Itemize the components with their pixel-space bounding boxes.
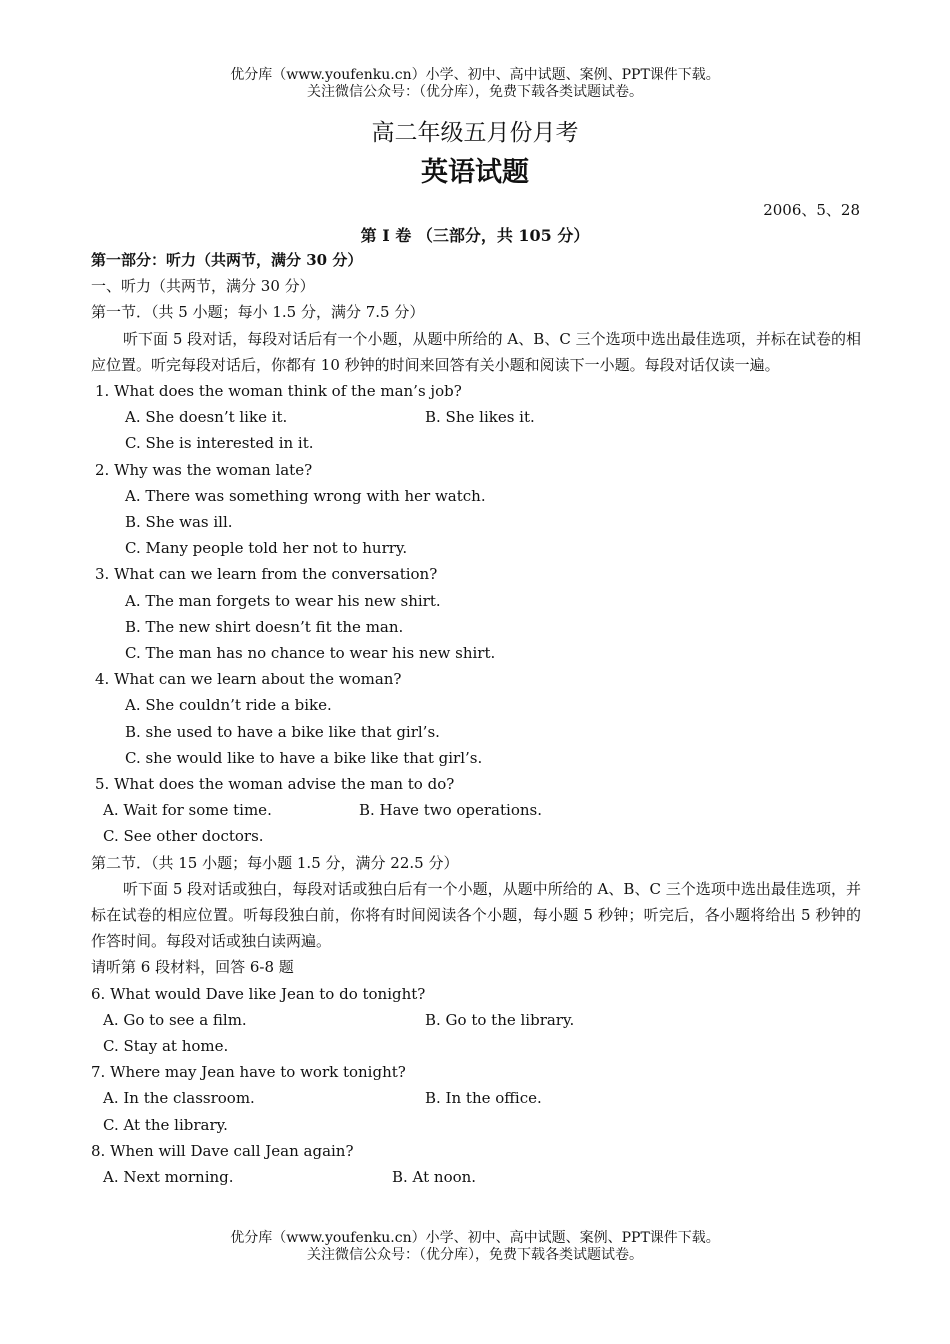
option-c: C. Many people told her not to hurry. <box>125 539 408 558</box>
section2-instructions: 听下面 5 段对话或独白，每段对话或独白后有一个小题，从题中所给的 A、B、C 三个选项中选出最佳选项，并标在试卷的相应位置。听每段独白前，你将有时间阅读各个小题，每小题 5 秒钟；听完后，各小题将给出 5 秒钟的作答时间。每段对话或独白读两遍。 <box>91 879 861 951</box>
option-b: B. At noon. <box>392 1168 477 1187</box>
option-b: B. She likes it. <box>425 408 535 427</box>
page-header <box>0 67 950 101</box>
question-2: 2. Why was the woman late? <box>95 460 313 479</box>
section2-heading: 第二节．（共 15 小题；每小题 1.5 分，满分 22.5 分） <box>91 853 459 872</box>
option-a: A. Next morning. <box>103 1168 234 1187</box>
question-6: 6. What would Dave like Jean to do tonight? <box>91 984 426 1003</box>
question-6-options-row <box>91 1007 861 1033</box>
option-a: A. Go to see a film. <box>103 1010 247 1029</box>
volume-title: 第 I 卷 （三部分，共 105 分） <box>360 226 590 245</box>
option-a: A. There was something wrong with her watch. <box>125 486 486 505</box>
option-c: C. She is interested in it. <box>125 434 314 453</box>
option-b: B. The new shirt doesn’t fit the man. <box>125 617 404 636</box>
exam-content <box>91 247 861 1190</box>
footer-line-2: 关注微信公众号：（优分库），免费下载各类试题试卷。 <box>307 1247 643 1263</box>
question-3: 3. What can we learn from the conversation? <box>95 565 438 584</box>
part1-heading: 第一部分：听力（共两节，满分 30 分） <box>91 251 363 269</box>
exam-date: 2006、5、28 <box>763 201 860 219</box>
question-7: 7. Where may Jean have to work tonight? <box>91 1063 406 1082</box>
footer-line-1: 优分库（www.youfenku.cn）小学、初中、高中试题、案例、PPT课件下载。 <box>230 1230 720 1246</box>
header-line-2: 关注微信公众号：（优分库），免费下载各类试题试卷。 <box>307 84 643 100</box>
option-a: A. She couldn’t ride a bike. <box>125 696 332 715</box>
option-b: B. Go to the library. <box>425 1010 575 1029</box>
question-4: 4. What can we learn about the woman? <box>95 670 402 689</box>
option-a: A. The man forgets to wear his new shirt. <box>125 591 441 610</box>
option-b: B. Have two operations. <box>359 801 542 820</box>
option-c: C. Stay at home. <box>103 1037 229 1056</box>
question-8: 8. When will Dave call Jean again? <box>91 1141 354 1160</box>
part1-subheading: 一、听力（共两节，满分 30 分） <box>91 277 315 296</box>
option-a: A. Wait for some time. <box>103 801 272 820</box>
option-c: C. The man has no chance to wear his new shirt. <box>125 644 496 663</box>
option-c: C. At the library. <box>103 1115 228 1134</box>
section1-instructions: 听下面 5 段对话，每段对话后有一个小题，从题中所给的 A、B、C 三个选项中选出最佳选项，并标在试卷的相应位置。听完每段对话后，你都有 10 秒钟的时间来回答有关小题和阅读下一小题。每段对话仅读一遍。 <box>91 329 861 374</box>
question-5: 5. What does the woman advise the man to do? <box>95 775 455 794</box>
question-1-options-row <box>91 404 861 430</box>
exam-title: 高二年级五月份月考 <box>371 120 579 146</box>
exam-subject: 英语试题 <box>421 157 529 188</box>
page-footer <box>0 1230 950 1264</box>
option-a: A. She doesn’t like it. <box>125 408 288 427</box>
option-c: C. See other doctors. <box>103 827 264 846</box>
header-line-1: 优分库（www.youfenku.cn）小学、初中、高中试题、案例、PPT课件下载。 <box>230 67 720 83</box>
question-8-options-row <box>91 1164 861 1190</box>
question-7-options-row <box>91 1085 861 1111</box>
option-b: B. she used to have a bike like that girl’s. <box>125 722 440 741</box>
option-c: C. she would like to have a bike like that girl’s. <box>125 748 483 767</box>
question-5-options-row <box>91 797 861 823</box>
section1-heading: 第一节．（共 5 小题；每小 1.5 分，满分 7.5 分） <box>91 303 425 322</box>
question-1: 1. What does the woman think of the man’s job? <box>95 382 462 401</box>
option-b: B. In the office. <box>425 1089 542 1108</box>
option-b: B. She was ill. <box>125 513 233 532</box>
material-6-label: 请听第 6 段材料，回答 6-8 题 <box>91 958 294 977</box>
option-a: A. In the classroom. <box>103 1089 255 1108</box>
